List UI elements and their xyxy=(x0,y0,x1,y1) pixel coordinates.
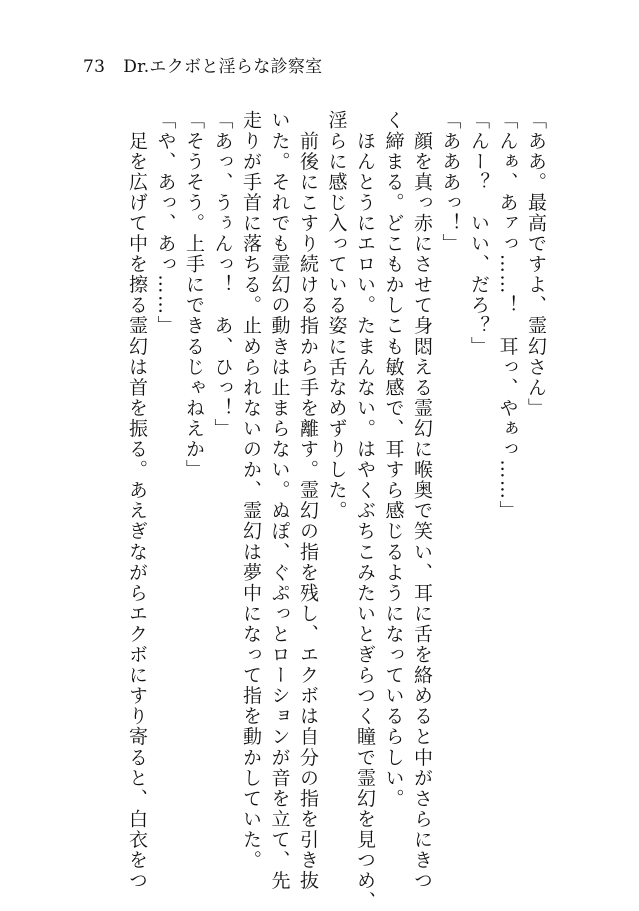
text-line-15: 足を広げて中を擦る霊幻は首を振る。あえぎながらエクボにすり寄ると、白衣をつ xyxy=(126,110,148,891)
page-header xyxy=(83,56,322,78)
text-line-12: 「あっ、うぅんっ！ あ、ひっ！」 xyxy=(211,110,234,439)
text-line-10: いた。それでも霊幻の動きは止まらない。ぬぽ、ぐぷっとローションが音を立て、先 xyxy=(268,110,291,891)
text-line-8: 淫らに感じ入っている姿に舌なめずりした。 xyxy=(325,110,348,521)
text-line-11: 走りが手首に落ちる。止められないのか、霊幻は夢中になって指を動かしていた。 xyxy=(240,110,262,871)
text-line-6: く締まる。どこもかしこも敏感で、耳すら感じるようになっているらしい。 xyxy=(382,110,405,809)
text-line-5: 顔を真っ赤にさせて身悶える霊幻に喉奥で笑い、耳に舌を絡めると中がさらにきつ xyxy=(411,110,433,891)
text-line-3: 「んー？ いい、だろ？」 xyxy=(468,110,490,357)
running-title: Dr.エクボと淫らな診察室 xyxy=(123,57,323,77)
text-line-7: ほんとうにエロい。たまんない。はやくぶちこみたいとぎらつく瞳で霊幻を見つめ、 xyxy=(354,110,376,911)
text-line-14: 「や、あっ、あっ……」 xyxy=(154,110,177,337)
text-line-1: 「ああ。最高ですよ、霊幻さん」 xyxy=(525,110,547,419)
text-line-4: 「あああっ！」 xyxy=(439,110,462,254)
text-line-9: 前後にこすり続ける指から手を離す。霊幻の指を残し、エクボは自分の指を引き抜 xyxy=(297,110,319,891)
vertical-body-text xyxy=(123,110,551,911)
text-line-13: 「そうそう。上手にできるじゃねえか」 xyxy=(183,110,205,480)
text-line-2: 「んぁ、あァっ……！ 耳っ、やぁっ……」 xyxy=(496,110,519,521)
page-number: 73 xyxy=(83,57,106,77)
